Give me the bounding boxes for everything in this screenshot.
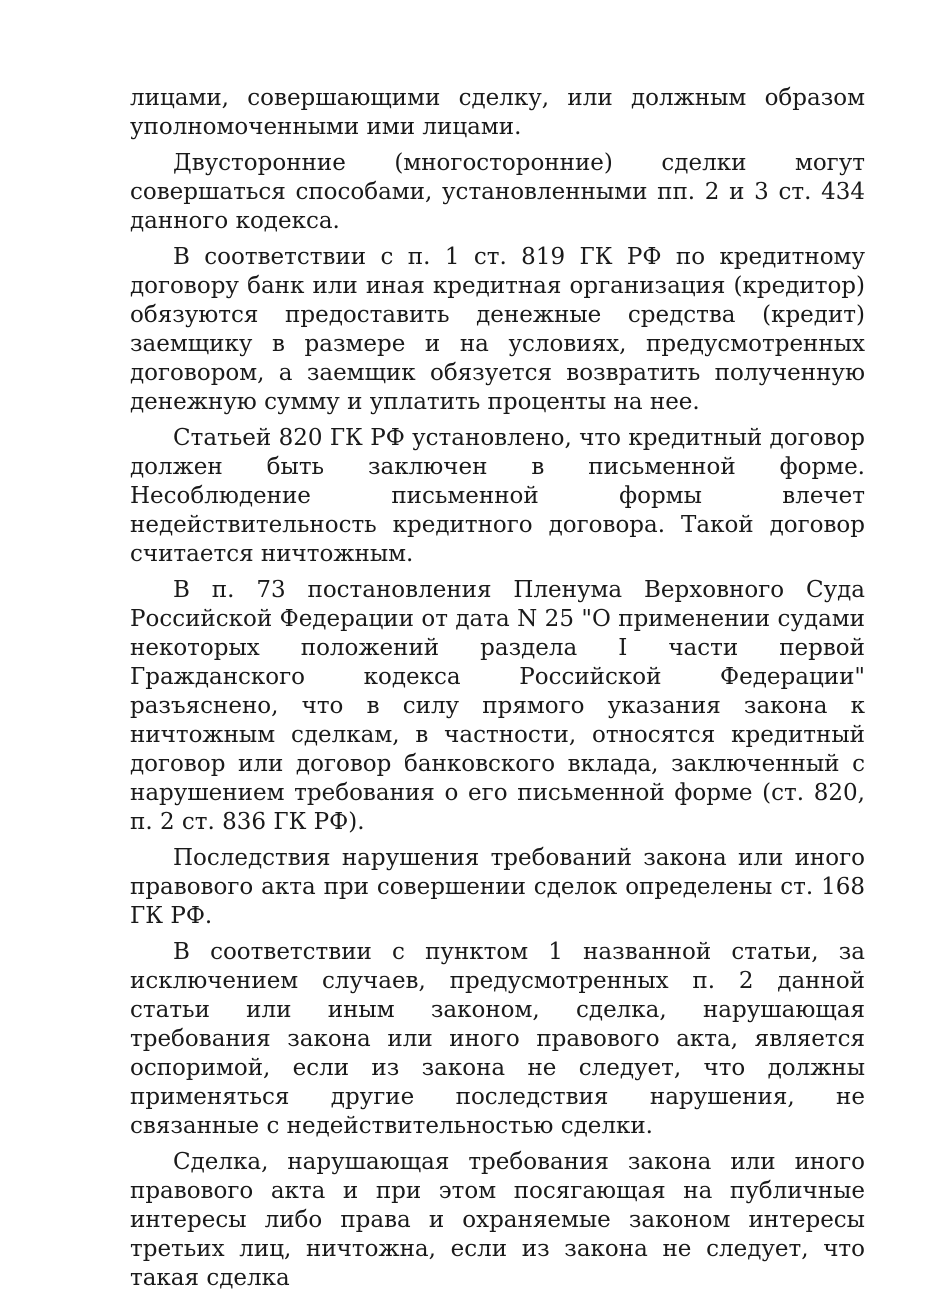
paragraph-written-form: Статьей 820 ГК РФ установлено, что кредитный договор должен быть заключен в письменной форме. Несоблюдение письменной формы влечет недействительность кредитного договора. Такой договор считается ничтожным. <box>130 425 865 567</box>
paragraph-voidable-deal: В соответствии с пунктом 1 названной статьи, за исключением случаев, предусмотренных п. 2 данной статьи или иным законом, сделка, нарушающая требования закона или иного правового акта, является оспоримой, если из закона не следует, что должны применяться другие последствия нарушения, не связанные с недействительностью сделки. <box>130 939 865 1139</box>
paragraph-credit-agreement: В соответствии с п. 1 ст. 819 ГК РФ по кредитному договору банк или иная кредитная организация (кредитор) обязуются предоставить денежные средства (кредит) заемщику в размере и на условиях, предусмотренных договором, а заемщик обязуется возвратить полученную денежную сумму и уплатить проценты на нее. <box>130 244 865 415</box>
paragraph-continuation: лицами, совершающими сделку, или должным образом уполномоченными ими лицами. <box>130 85 865 140</box>
paragraph-void-deal: Сделка, нарушающая требования закона или иного правового акта и при этом посягающая на публичные интересы либо права и охраняемые законом интересы третьих лиц, ничтожна, если из закона не следует, что такая сделка <box>130 1149 865 1291</box>
paragraph-plenum-resolution: В п. 73 постановления Пленума Верховного Суда Российской Федерации от дата N 25 "О применении судами некоторых положений раздела I части первой Гражданского кодекса Российской Федерации" разъяснено, что в силу прямого указания закона к ничтожным сделкам, в частности, относятся кредитный договор или договор банковского вклада, заключенный с нарушением требования о его письменной форме (ст. 820, п. 2 ст. 836 ГК РФ). <box>130 577 865 835</box>
paragraph-bilateral-deals: Двусторонние (многосторонние) сделки могут совершаться способами, установленными пп. 2 и 3 ст. 434 данного кодекса. <box>130 150 865 234</box>
paragraph-consequences: Последствия нарушения требований закона или иного правового акта при совершении сделок определены ст. 168 ГК РФ. <box>130 845 865 929</box>
document-page <box>130 84 865 1300</box>
